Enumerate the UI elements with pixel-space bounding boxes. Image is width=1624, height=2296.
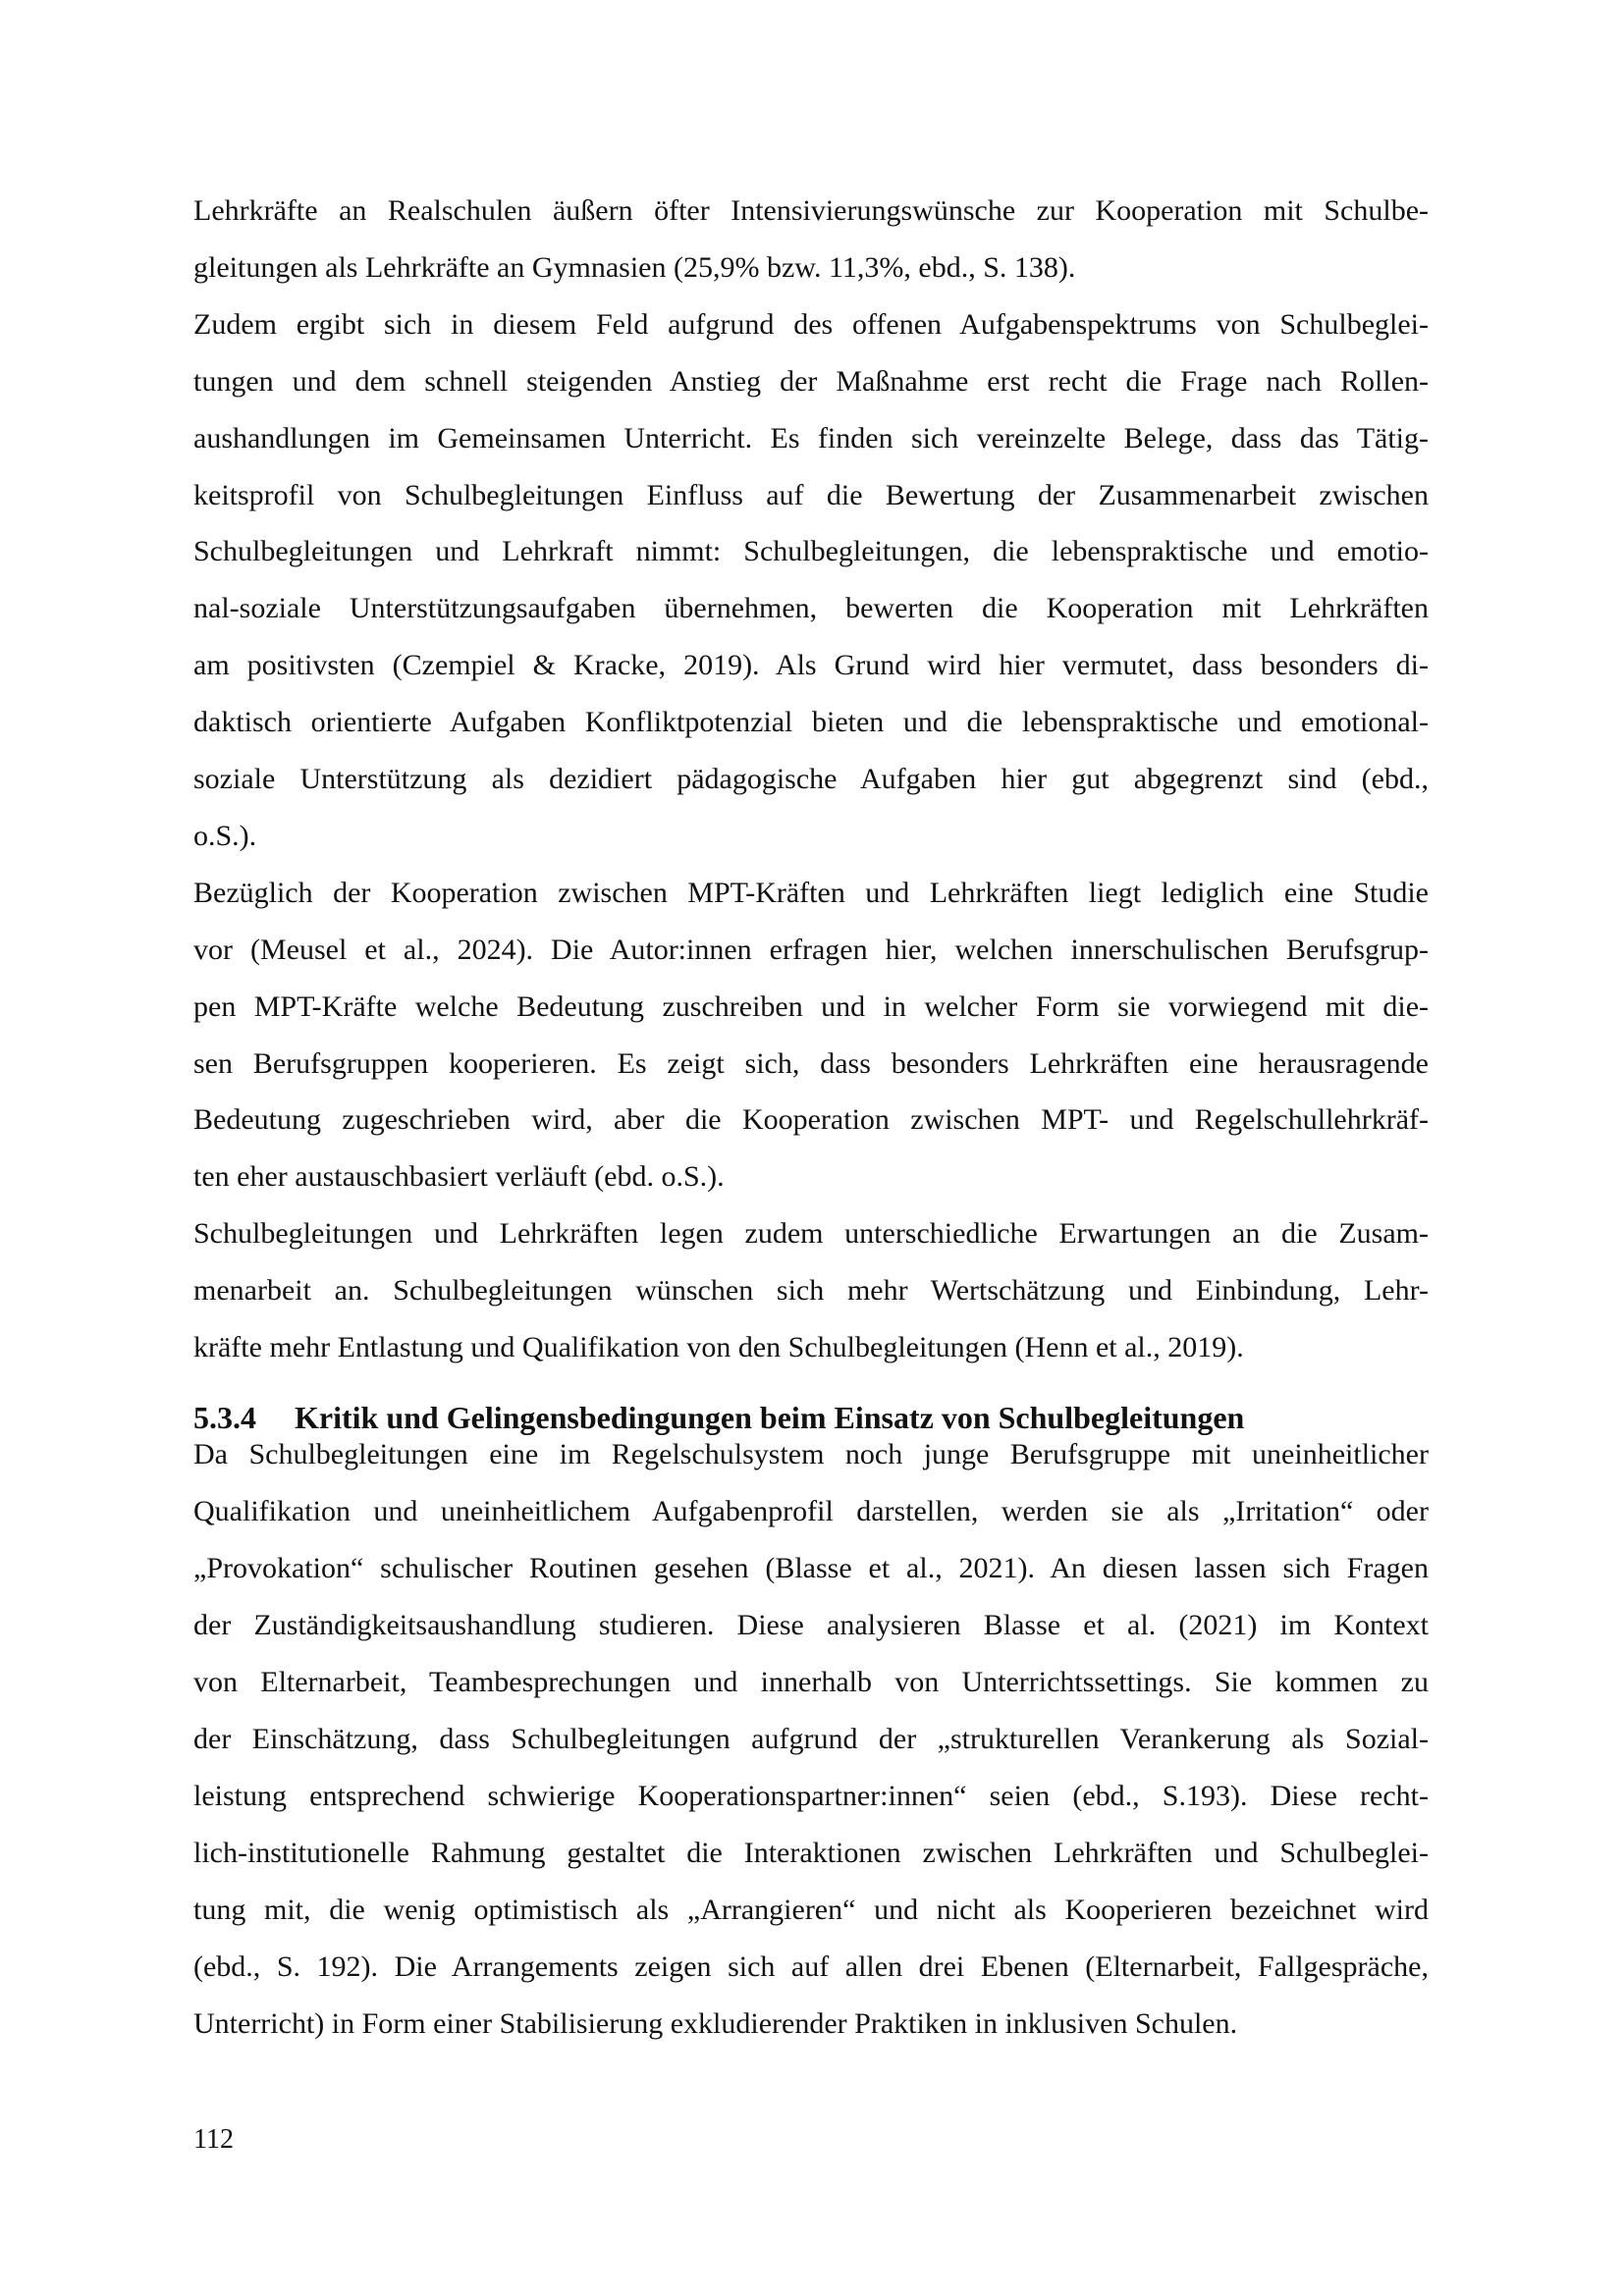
text-line: „Provokation“ schulischer Routinen gesehen (Blasse et al., 2021). An diesen lassen sich Fragen	[193, 1552, 1429, 1584]
text-line: keitsprofil von Schulbegleitungen Einfluss auf die Bewertung der Zusammenarbeit zwischen	[193, 479, 1429, 511]
section-heading	[193, 1402, 1244, 1433]
text-line: menarbeit an. Schulbegleitungen wünschen sich mehr Wertschätzung und Einbindung, Lehr-	[193, 1274, 1429, 1307]
text-line: kräfte mehr Entlastung und Qualifikation von den Schulbegleitungen (Henn et al., 2019).	[193, 1331, 1244, 1363]
text-line: von Elternarbeit, Teambesprechungen und innerhalb von Unterrichtssettings. Sie kommen zu	[193, 1666, 1429, 1698]
page-number: 112	[193, 2124, 234, 2155]
text-line: o.S.).	[193, 820, 257, 852]
text-line: der Zuständigkeitsaushandlung studieren. Diese analysieren Blasse et al. (2021) im Kontext	[193, 1609, 1429, 1641]
text-line: Schulbegleitungen und Lehrkraft nimmt: Schulbegleitungen, die lebenspraktische und emotio-	[193, 535, 1429, 567]
text-line: pen MPT-Kräfte welche Bedeutung zuschreiben und in welcher Form sie vorwiegend mit die-	[193, 990, 1429, 1023]
text-line: der Einschätzung, dass Schulbegleitungen aufgrund der „strukturellen Verankerung als Sozial-	[193, 1723, 1429, 1755]
text-line: Bedeutung zugeschrieben wird, aber die Kooperation zwischen MPT- und Regelschullehrkräf-	[193, 1103, 1429, 1136]
text-line: am positivsten (Czempiel & Kracke, 2019). Als Grund wird hier vermutet, dass besonders di-	[193, 649, 1429, 681]
text-line: Qualifikation und uneinheitlichem Aufgabenprofil darstellen, werden sie als „Irritation“ oder	[193, 1495, 1429, 1527]
text-line: Bezüglich der Kooperation zwischen MPT-Kräften und Lehrkräften liegt lediglich eine Studie	[193, 877, 1429, 909]
text-line: aushandlungen im Gemeinsamen Unterricht. Es finden sich vereinzelte Belege, dass das Tätig-	[193, 422, 1429, 454]
text-line: soziale Unterstützung als dezidiert pädagogische Aufgaben hier gut abgegrenzt sind (ebd.,	[193, 763, 1429, 795]
text-line: Zudem ergibt sich in diesem Feld aufgrund des offenen Aufgabenspektrums von Schulbeglei-	[193, 308, 1429, 341]
text-line: leistung entsprechend schwierige Kooperationspartner:innen“ seien (ebd., S.193). Diese recht-	[193, 1780, 1429, 1812]
text-line: nal-soziale Unterstützungsaufgaben übernehmen, bewerten die Kooperation mit Lehrkräften	[193, 592, 1429, 624]
text-line: tung mit, die wenig optimistisch als „Arrangieren“ und nicht als Kooperieren bezeichnet wird	[193, 1894, 1429, 1926]
text-line: ten eher austauschbasiert verläuft (ebd. o.S.).	[193, 1160, 725, 1193]
text-line: (ebd., S. 192). Die Arrangements zeigen sich auf allen drei Ebenen (Elternarbeit, Fallgespräche,	[193, 1950, 1429, 1983]
section-number: 5.3.4	[193, 1400, 256, 1435]
text-line: lich-institutionelle Rahmung gestaltet die Interaktionen zwischen Lehrkräften und Schulbeglei-	[193, 1837, 1429, 1869]
section-title: Kritik und Gelingensbedingungen beim Einsatz von Schulbegleitungen	[295, 1400, 1245, 1435]
text-line: Unterricht) in Form einer Stabilisierung exkludierender Praktiken in inklusiven Schulen.	[193, 2007, 1238, 2040]
text-line: daktisch orientierte Aufgaben Konfliktpotenzial bieten und die lebenspraktische und emotional-	[193, 706, 1429, 738]
text-line: gleitungen als Lehrkräfte an Gymnasien (25,9% bzw. 11,3%, ebd., S. 138).	[193, 251, 1076, 284]
text-line: Schulbegleitungen und Lehrkräften legen zudem unterschiedliche Erwartungen an die Zusam-	[193, 1217, 1429, 1250]
text-line: tungen und dem schnell steigenden Anstieg der Maßnahme erst recht die Frage nach Rollen-	[193, 365, 1429, 398]
text-line: sen Berufsgruppen kooperieren. Es zeigt sich, dass besonders Lehrkräften eine herausragende	[193, 1047, 1429, 1080]
text-line: vor (Meusel et al., 2024). Die Autor:innen erfragen hier, welchen innerschulischen Berufsgrup-	[193, 934, 1429, 966]
text-line: Da Schulbegleitungen eine im Regelschulsystem noch junge Berufsgruppe mit uneinheitlicher	[193, 1438, 1429, 1470]
text-line: Lehrkräfte an Realschulen äußern öfter Intensivierungswünsche zur Kooperation mit Schulbe-	[193, 194, 1429, 227]
